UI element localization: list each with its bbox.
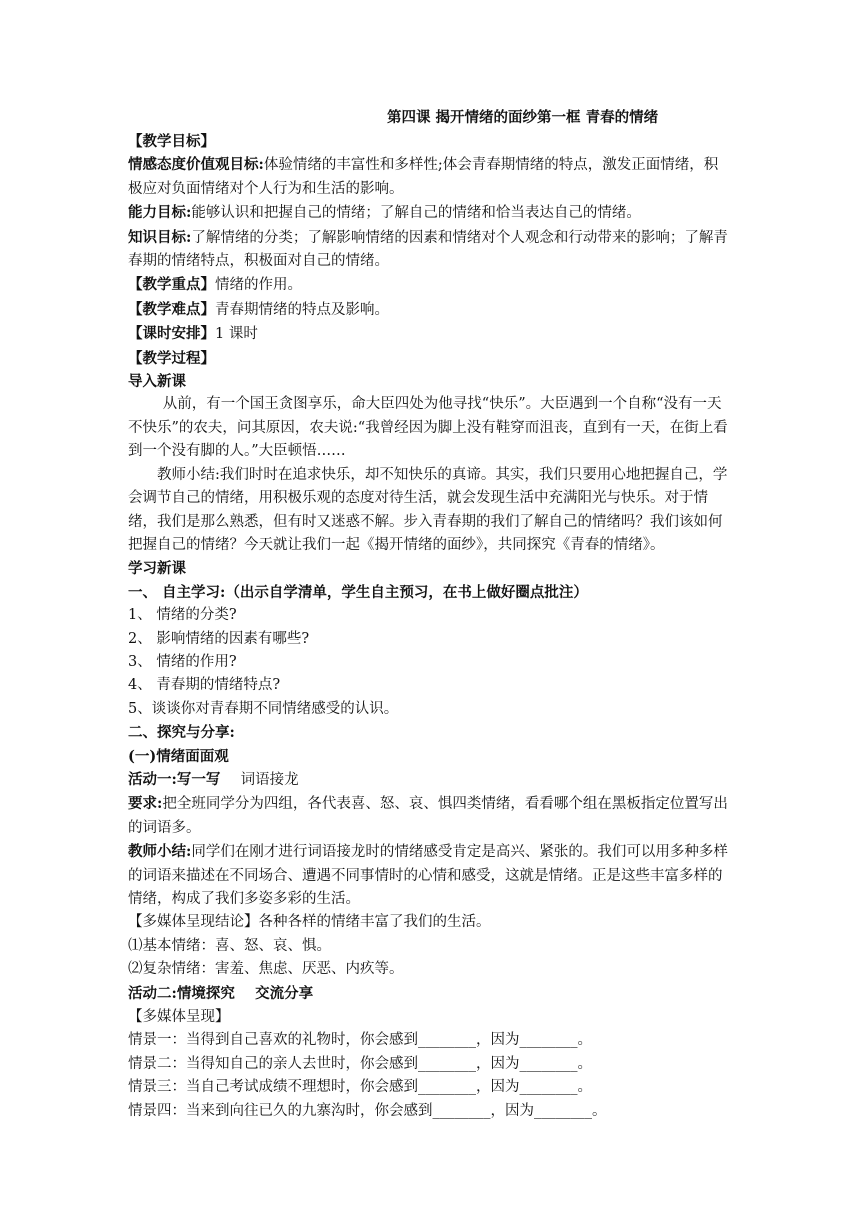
multimedia-conclusion-label: 【多媒体呈现结论】 — [128, 914, 259, 931]
process-heading: 【教学过程】 — [128, 349, 215, 367]
document-body — [128, 130, 732, 1123]
difficulty-label: 【教学难点】 — [128, 300, 215, 318]
intro-story: 从前，有一个国王贪图享乐，命大臣四处为他寻找“快乐”。大臣遇到一个自称“没有一天不快乐”的农夫，问其原因，农夫说:“我曾经因为脚上没有鞋穿而沮丧，直到有一天，在街上看到一个没有脚的人。”大臣顿悟…… — [128, 396, 728, 460]
ability-goal-label: 能力目标: — [128, 204, 192, 222]
ability-goal — [128, 201, 732, 225]
requirement-label: 要求: — [128, 795, 163, 813]
page-title: 第四课 揭开情绪的面纱第一框 青春的情绪 — [387, 109, 659, 126]
activity-one — [128, 768, 732, 792]
key-point — [128, 273, 732, 297]
intro-heading: 导入新课 — [128, 373, 186, 391]
requirement — [128, 792, 732, 840]
scenario: 情景三：当自己考试成绩不理想时，你会感到________，因为________。 — [128, 1079, 592, 1096]
teacher-summary-label: 教师小结: — [128, 843, 192, 861]
emotion-goal-text: 体验情绪的丰富性和多样性;体会青春期情绪的特点，激发正面情绪，积极应对负面情绪对个人行为和生活的影响。 — [128, 157, 719, 197]
teacher-summary-text: 同学们在刚才进行词语接龙时的情绪感受肯定是高兴、紧张的。我们可以用多种多样的词语来描述在不同场合、遭遇不同事情时的心情和感受，这就是情绪。正是这些丰富多样的情绪，构成了我们多姿多彩的生活。 — [128, 844, 728, 907]
self-study-item: 3、 情绪的作用? — [128, 653, 237, 670]
key-point-text: 情绪的作用。 — [215, 277, 302, 294]
emotion-goal — [128, 153, 732, 201]
schedule-text: 1 课时 — [215, 326, 258, 343]
self-study-item: 1、 情绪的分类? — [128, 607, 237, 624]
schedule-label: 【课时安排】 — [128, 325, 215, 343]
activity-two-label: 活动二:情境探究 — [128, 984, 235, 1002]
new-lesson-heading: 学习新课 — [128, 560, 186, 578]
intro-summary: 教师小结:我们时时在追求快乐，却不知快乐的真谛。其实，我们只要用心地把握自己，学会调节自己的情绪，用积极乐观的态度对待生活，就会发现生活中充满阳光与快乐。对于情绪，我们是那么熟悉，但有时又迷惑不解。步入青春期的我们了解自己的情绪吗？我们该如何把握自己的情绪？今天就让我们一起《揭开情绪的面纱》，共同探究《青春的情绪》。 — [128, 466, 728, 553]
multimedia-conclusion — [128, 911, 732, 934]
self-study-item: 5、谈谈你对青春期不同情绪感受的认识。 — [128, 700, 399, 717]
activity-two — [128, 982, 732, 1006]
schedule — [128, 322, 732, 346]
activity-two-text: 交流分享 — [255, 984, 314, 1002]
difficulty-text: 青春期情绪的特点及影响。 — [215, 301, 389, 318]
key-point-label: 【教学重点】 — [128, 276, 215, 294]
activity-one-text: 词语接龙 — [240, 771, 299, 788]
activity-one-label: 活动一:写一写 — [128, 770, 221, 788]
explore-heading: 二、探究与分享: — [128, 724, 235, 742]
emotion-goal-label: 情感态度价值观目标: — [128, 156, 264, 174]
complex-emotions: ⑵复杂情绪：害羞、焦虑、厌恶、内疚等。 — [128, 961, 404, 978]
scenario: 情景一：当得到自己喜欢的礼物时，你会感到________，因为________。 — [128, 1032, 592, 1049]
teacher-summary — [128, 840, 732, 911]
self-study-item: 4、 青春期的情绪特点? — [128, 677, 281, 694]
requirement-text: 把全班同学分为四组，各代表喜、怒、哀、惧四类情绪，看看哪个组在黑板指定位置写出的词语多。 — [128, 796, 728, 836]
multimedia-heading: 【多媒体呈现】 — [128, 1009, 230, 1026]
scenario: 情景二：当得知自己的亲人去世时，你会感到________，因为________。 — [128, 1055, 592, 1072]
multimedia-conclusion-text: 各种各样的情绪丰富了我们的生活。 — [258, 914, 491, 931]
scenario: 情景四：当来到向往已久的九寨沟时，你会感到________，因为________。 — [128, 1102, 607, 1119]
basic-emotions: ⑴基本情绪：喜、怒、哀、惧。 — [128, 937, 331, 954]
ability-goal-text: 能够认识和把握自己的情绪；了解自己的情绪和恰当表达自己的情绪。 — [191, 205, 641, 222]
goals-heading: 【教学目标】 — [128, 133, 215, 150]
knowledge-goal-label: 知识目标: — [128, 228, 192, 246]
knowledge-goal — [128, 226, 732, 274]
knowledge-goal-text: 了解情绪的分类；了解影响情绪的因素和情绪对个人观念和行动带来的影响；了解青春期的情绪特点，积极面对自己的情绪。 — [128, 229, 728, 270]
difficulty-point — [128, 298, 732, 322]
part1-heading: (一)情绪面面观 — [128, 747, 229, 765]
self-study-heading: 一、 自主学习:（出示自学清单，学生自主预习，在书上做好圈点批注） — [128, 583, 588, 601]
self-study-item: 2、 影响情绪的因素有哪些? — [128, 630, 310, 647]
